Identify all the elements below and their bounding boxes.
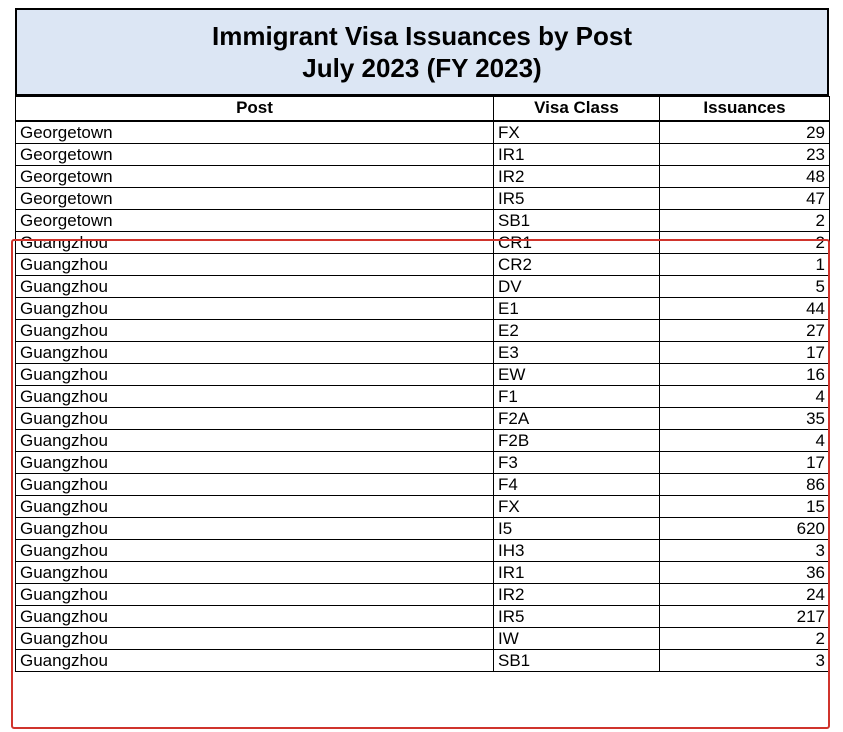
- issuances-cell: 35: [660, 407, 830, 429]
- table-row: [16, 341, 830, 363]
- table-row: [16, 209, 830, 231]
- post-cell: Guangzhou: [16, 649, 494, 671]
- visa-class-cell: F4: [494, 473, 660, 495]
- visa-class-cell: SB1: [494, 209, 660, 231]
- visa-class-cell: IR2: [494, 165, 660, 187]
- table-row: [16, 561, 830, 583]
- report-title-box: [15, 8, 829, 96]
- visa-class-cell: CR1: [494, 231, 660, 253]
- issuances-cell: 5: [660, 275, 830, 297]
- issuances-cell: 4: [660, 385, 830, 407]
- table-row: [16, 473, 830, 495]
- visa-class-cell: IH3: [494, 539, 660, 561]
- column-header-visa-class: Visa Class: [494, 97, 660, 121]
- table-row: [16, 451, 830, 473]
- issuances-cell: 86: [660, 473, 830, 495]
- post-cell: Guangzhou: [16, 429, 494, 451]
- visa-class-cell: F2B: [494, 429, 660, 451]
- table-row: [16, 627, 830, 649]
- table-row: [16, 319, 830, 341]
- table-row: [16, 187, 830, 209]
- table-row: [16, 495, 830, 517]
- post-cell: Guangzhou: [16, 627, 494, 649]
- visa-class-cell: FX: [494, 121, 660, 144]
- table-row: [16, 517, 830, 539]
- post-cell: Guangzhou: [16, 473, 494, 495]
- table-row: [16, 649, 830, 671]
- issuances-cell: 27: [660, 319, 830, 341]
- column-header-issuances: Issuances: [660, 97, 830, 121]
- visa-class-cell: SB1: [494, 649, 660, 671]
- post-cell: Guangzhou: [16, 253, 494, 275]
- visa-class-cell: E2: [494, 319, 660, 341]
- table-header-row: [16, 97, 830, 121]
- issuances-cell: 2: [660, 209, 830, 231]
- issuances-cell: 3: [660, 539, 830, 561]
- visa-class-cell: IW: [494, 627, 660, 649]
- issuances-cell: 4: [660, 429, 830, 451]
- issuances-cell: 24: [660, 583, 830, 605]
- table-row: [16, 231, 830, 253]
- table-row: [16, 165, 830, 187]
- visa-class-cell: CR2: [494, 253, 660, 275]
- post-cell: Guangzhou: [16, 495, 494, 517]
- table-row: [16, 583, 830, 605]
- post-cell: Guangzhou: [16, 297, 494, 319]
- visa-class-cell: F1: [494, 385, 660, 407]
- post-cell: Guangzhou: [16, 605, 494, 627]
- post-cell: Guangzhou: [16, 451, 494, 473]
- issuances-cell: 2: [660, 231, 830, 253]
- post-cell: Georgetown: [16, 187, 494, 209]
- post-cell: Georgetown: [16, 121, 494, 144]
- post-cell: Georgetown: [16, 209, 494, 231]
- column-header-post: Post: [16, 97, 494, 121]
- table-row: [16, 429, 830, 451]
- post-cell: Guangzhou: [16, 275, 494, 297]
- post-cell: Guangzhou: [16, 363, 494, 385]
- table-row: [16, 253, 830, 275]
- table-row: [16, 143, 830, 165]
- table-row: [16, 539, 830, 561]
- issuances-cell: 16: [660, 363, 830, 385]
- visa-class-cell: IR5: [494, 605, 660, 627]
- post-cell: Guangzhou: [16, 407, 494, 429]
- post-cell: Guangzhou: [16, 231, 494, 253]
- visa-class-cell: IR1: [494, 143, 660, 165]
- visa-class-cell: EW: [494, 363, 660, 385]
- issuances-cell: 3: [660, 649, 830, 671]
- visa-class-cell: DV: [494, 275, 660, 297]
- issuances-cell: 217: [660, 605, 830, 627]
- post-cell: Georgetown: [16, 143, 494, 165]
- issuances-cell: 17: [660, 341, 830, 363]
- table-row: [16, 275, 830, 297]
- issuances-table: [15, 96, 830, 672]
- post-cell: Georgetown: [16, 165, 494, 187]
- report-title: Immigrant Visa Issuances by Post: [211, 21, 633, 51]
- table-row: [16, 407, 830, 429]
- issuances-cell: 17: [660, 451, 830, 473]
- visa-class-cell: IR1: [494, 561, 660, 583]
- issuances-cell: 36: [660, 561, 830, 583]
- visa-class-cell: F2A: [494, 407, 660, 429]
- post-cell: Guangzhou: [16, 341, 494, 363]
- issuances-cell: 2: [660, 627, 830, 649]
- issuances-cell: 1: [660, 253, 830, 275]
- post-cell: Guangzhou: [16, 561, 494, 583]
- visa-report-sheet: [15, 8, 829, 672]
- post-cell: Guangzhou: [16, 385, 494, 407]
- table-row: [16, 385, 830, 407]
- visa-class-cell: IR2: [494, 583, 660, 605]
- visa-class-cell: FX: [494, 495, 660, 517]
- report-period: July 2023 (FY 2023): [302, 53, 542, 83]
- issuances-cell: 47: [660, 187, 830, 209]
- table-row: [16, 121, 830, 144]
- table-row: [16, 297, 830, 319]
- visa-class-cell: IR5: [494, 187, 660, 209]
- visa-class-cell: I5: [494, 517, 660, 539]
- post-cell: Guangzhou: [16, 319, 494, 341]
- issuances-cell: 15: [660, 495, 830, 517]
- issuances-cell: 48: [660, 165, 830, 187]
- table-row: [16, 363, 830, 385]
- issuances-cell: 29: [660, 121, 830, 144]
- visa-class-cell: E3: [494, 341, 660, 363]
- issuances-cell: 44: [660, 297, 830, 319]
- issuances-cell: 23: [660, 143, 830, 165]
- visa-class-cell: F3: [494, 451, 660, 473]
- post-cell: Guangzhou: [16, 583, 494, 605]
- post-cell: Guangzhou: [16, 517, 494, 539]
- post-cell: Guangzhou: [16, 539, 494, 561]
- table-row: [16, 605, 830, 627]
- issuances-cell: 620: [660, 517, 830, 539]
- visa-class-cell: E1: [494, 297, 660, 319]
